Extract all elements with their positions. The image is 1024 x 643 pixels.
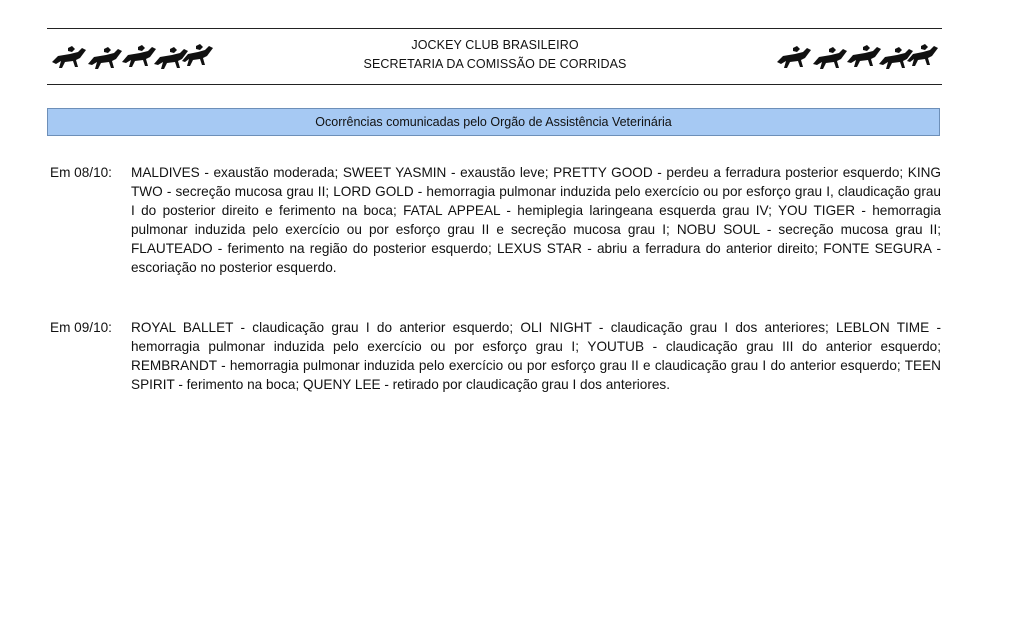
- section-banner: Ocorrências comunicadas pelo Orgão de Assistência Veterinária: [47, 108, 940, 136]
- header-bottom-rule: [47, 84, 942, 85]
- racing-horses-icon-left-svg: [50, 40, 215, 74]
- entry-text: ROYAL BALLET - claudicação grau I do anterior esquerdo; OLI NIGHT - claudicação grau I dos anteriores; LEBLON TIME - hemorragia pulmonar induzida pelo exercício ou por esforço grau I; YOUTUB - claudicação grau III do anterior esquerdo; REMBRANDT - hemorragia pulmonar induzida pelo exercício ou por esforço grau II e claudicação grau I do anterior esquerdo; TEEN SPIRIT - ferimento na boca; QUENY LEE - retirado por claudicação grau I dos anteriores.: [131, 320, 941, 392]
- entry-date: Em 08/10:: [50, 165, 112, 180]
- header-top-rule: [47, 28, 942, 29]
- racing-horses-icon: [775, 40, 940, 74]
- racing-horses-icon-right-svg: [775, 40, 940, 74]
- entry-date: Em 09/10:: [50, 320, 112, 335]
- organization-name: JOCKEY CLUB BRASILEIRO: [411, 38, 579, 52]
- header-title-block: [250, 36, 740, 74]
- racing-horses-icon: [50, 40, 215, 74]
- department-name: SECRETARIA DA COMISSÃO DE CORRIDAS: [363, 57, 627, 71]
- entry-text: MALDIVES - exaustão moderada; SWEET YASMIN - exaustão leve; PRETTY GOOD - perdeu a ferradura posterior esquerdo; KING TWO - secreção mucosa grau II; LORD GOLD - hemorragia pulmonar induzida pelo exercício ou por esforço grau I, claudicação grau I do posterior direito e ferimento na boca; FATAL APPEAL - hemiplegia laringeana esquerda grau IV; YOU TIGER - hemorragia pulmonar induzida pelo exercício ou por esforço grau II e secreção mucosa grau I; NOBU SOUL - secreção mucosa grau II; FLAUTEADO - ferimento na região do posterior esquerdo; LEXUS STAR - abriu a ferradura do anterior direito; FONTE SEGURA - escoriação no posterior esquerdo.: [131, 165, 941, 275]
